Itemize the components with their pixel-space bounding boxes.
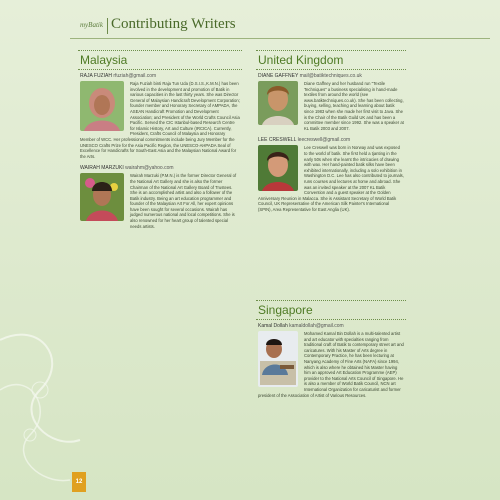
- header-rule: [70, 38, 490, 39]
- portrait-photo: [258, 331, 298, 387]
- person-heading: [258, 137, 406, 143]
- person-name: LEE CRESWELL: [258, 137, 297, 144]
- section-divider: [256, 300, 406, 301]
- section-singapore: [256, 300, 406, 398]
- header-separator: [107, 18, 108, 34]
- section-divider: [256, 69, 406, 70]
- person-bio: Lee Creswell was born in Norway and was exposed to the world of batik. She first held a tjanting in the early 50s when she learnt the intricacies of drawing with wax. Her hand-painted batik silks have been exhibited internationally, including a solo exhibition in Washington D.C. Lee has also contributed to journals, runs courses and lectures at home and abroad. She was an invited speaker at the 2007 KL Batik Convention and a guest speaker at the Golden Anniversary Reunion in Malacca. She is Assistant Secretary of World Batik Council, UK Representative of the American Silk Painter's International (SPIN), Area Representative for East Anglia (UK).: [258, 145, 404, 212]
- person-name: RAJA FUZIAH: [80, 73, 112, 79]
- person-name: Kamal Dollah: [258, 323, 288, 329]
- section-divider: [256, 50, 406, 51]
- country-heading: Malaysia: [80, 53, 128, 67]
- person-heading: [80, 165, 242, 171]
- person-email: mail@batiktechniques.co.uk: [299, 73, 362, 79]
- portrait-photo: [80, 81, 124, 131]
- person-email: rfuziah@gmail.com: [113, 73, 157, 79]
- section-united-kingdom: [256, 50, 406, 212]
- person-heading: [80, 73, 242, 79]
- country-heading: United Kingdom: [258, 53, 344, 67]
- person-bio: Wairah Marzuki (P.M.N.) is the former Director General of the National Art Gallery and she is also the former Chairman of the National Art Gallery Board of Trustees. She is an accomplished artist and also a follower of the Batik industry. Being an art education programmer and founder of the Malaysian Art For All, her expert opinions have been sought for several occasions. Wairah has judged numerous national and local competitions. She is also renowned for her heart group of talented special needs artists.: [130, 173, 237, 229]
- country-heading: Singapore: [258, 303, 313, 317]
- section-divider: [256, 319, 406, 320]
- section-malaysia: [78, 50, 242, 229]
- decorative-swirl: [0, 300, 90, 500]
- person-bio: Diane Gaffney and her husband run "Textile Techniques" a business specialising in hand-made textiles from around the world (see www.batiktechniques.co.uk). She has been collecting, buying, selling, teaching and learning about batik since 1983 when she made her first visit to Java. She is the Chair of the Batik Guild UK and has been a committee member since 1992. She was a speaker at KL Batik 2003 and 2007.: [304, 81, 404, 131]
- page-header: [70, 14, 490, 38]
- person-bio: Raja Fuziah binti Raja Tun Uda (D.S.I.S.,K.M.N.) has been involved in the development and promotion of Batik in various capacities in the last thirty years. She was Director General of Malaysian Handicraft Development Corporation; founder member and Honorary Secretary of AMPADA, the ASEAN Handicraft Promotion and Development Association; and President of the World Crafts Council Asia Pacific. Served the CIC Istanbul-based Research Centre for Islamic History, Art and Culture (IRCICA). Currently, President, Crafts Council of Malaysia and Honorary Member of WCC. Her professional commitments include being Jury Member for the UNESCO Crafts Prize for the Asia Pacific Region, the UNESCO-AHPADA Seal of Excellence for Handicrafts for South-East Asia and the Malaysian National Award for the Arts.: [80, 81, 240, 159]
- person-heading: [258, 73, 406, 79]
- person-name: WAIRAH MARZUKI: [80, 165, 124, 172]
- page-title: Contributing Writers: [111, 16, 236, 32]
- person-name: DIANE GAFFNEY: [258, 73, 299, 79]
- person-email: leecreswell@gmail.com: [297, 137, 351, 144]
- portrait-photo: [258, 145, 298, 191]
- section-divider: [78, 50, 242, 51]
- brand-name: myBatik: [80, 21, 103, 29]
- person-bio: Mohamed Kamal Bin Dollah is a multi-talented artist and art educator with specialties ranging from traditional craft of Batik to contemporary street art and caricatures. With his Master of Arts degree in Contemporary Practice, he has been lecturing at Nanyang Academy of Fine Arts (NAFA) since 1994, which is also where he obtained his Master having him an approved Art Education Programme (AEP) provider to the National Arts Council of Singapore. He is also a member of World Batik Council, NCN art International Organization for caricaturist and former president of the Association of Artist of Various Resources.: [258, 331, 404, 398]
- page-number: 12: [72, 472, 86, 492]
- section-divider: [78, 69, 242, 70]
- person-email: kamaldollah@gmail.com: [289, 323, 344, 329]
- person-email: wairahm@yahoo.com: [125, 165, 174, 172]
- portrait-photo: [258, 81, 298, 125]
- person-heading: [258, 323, 406, 329]
- portrait-photo: [80, 173, 124, 221]
